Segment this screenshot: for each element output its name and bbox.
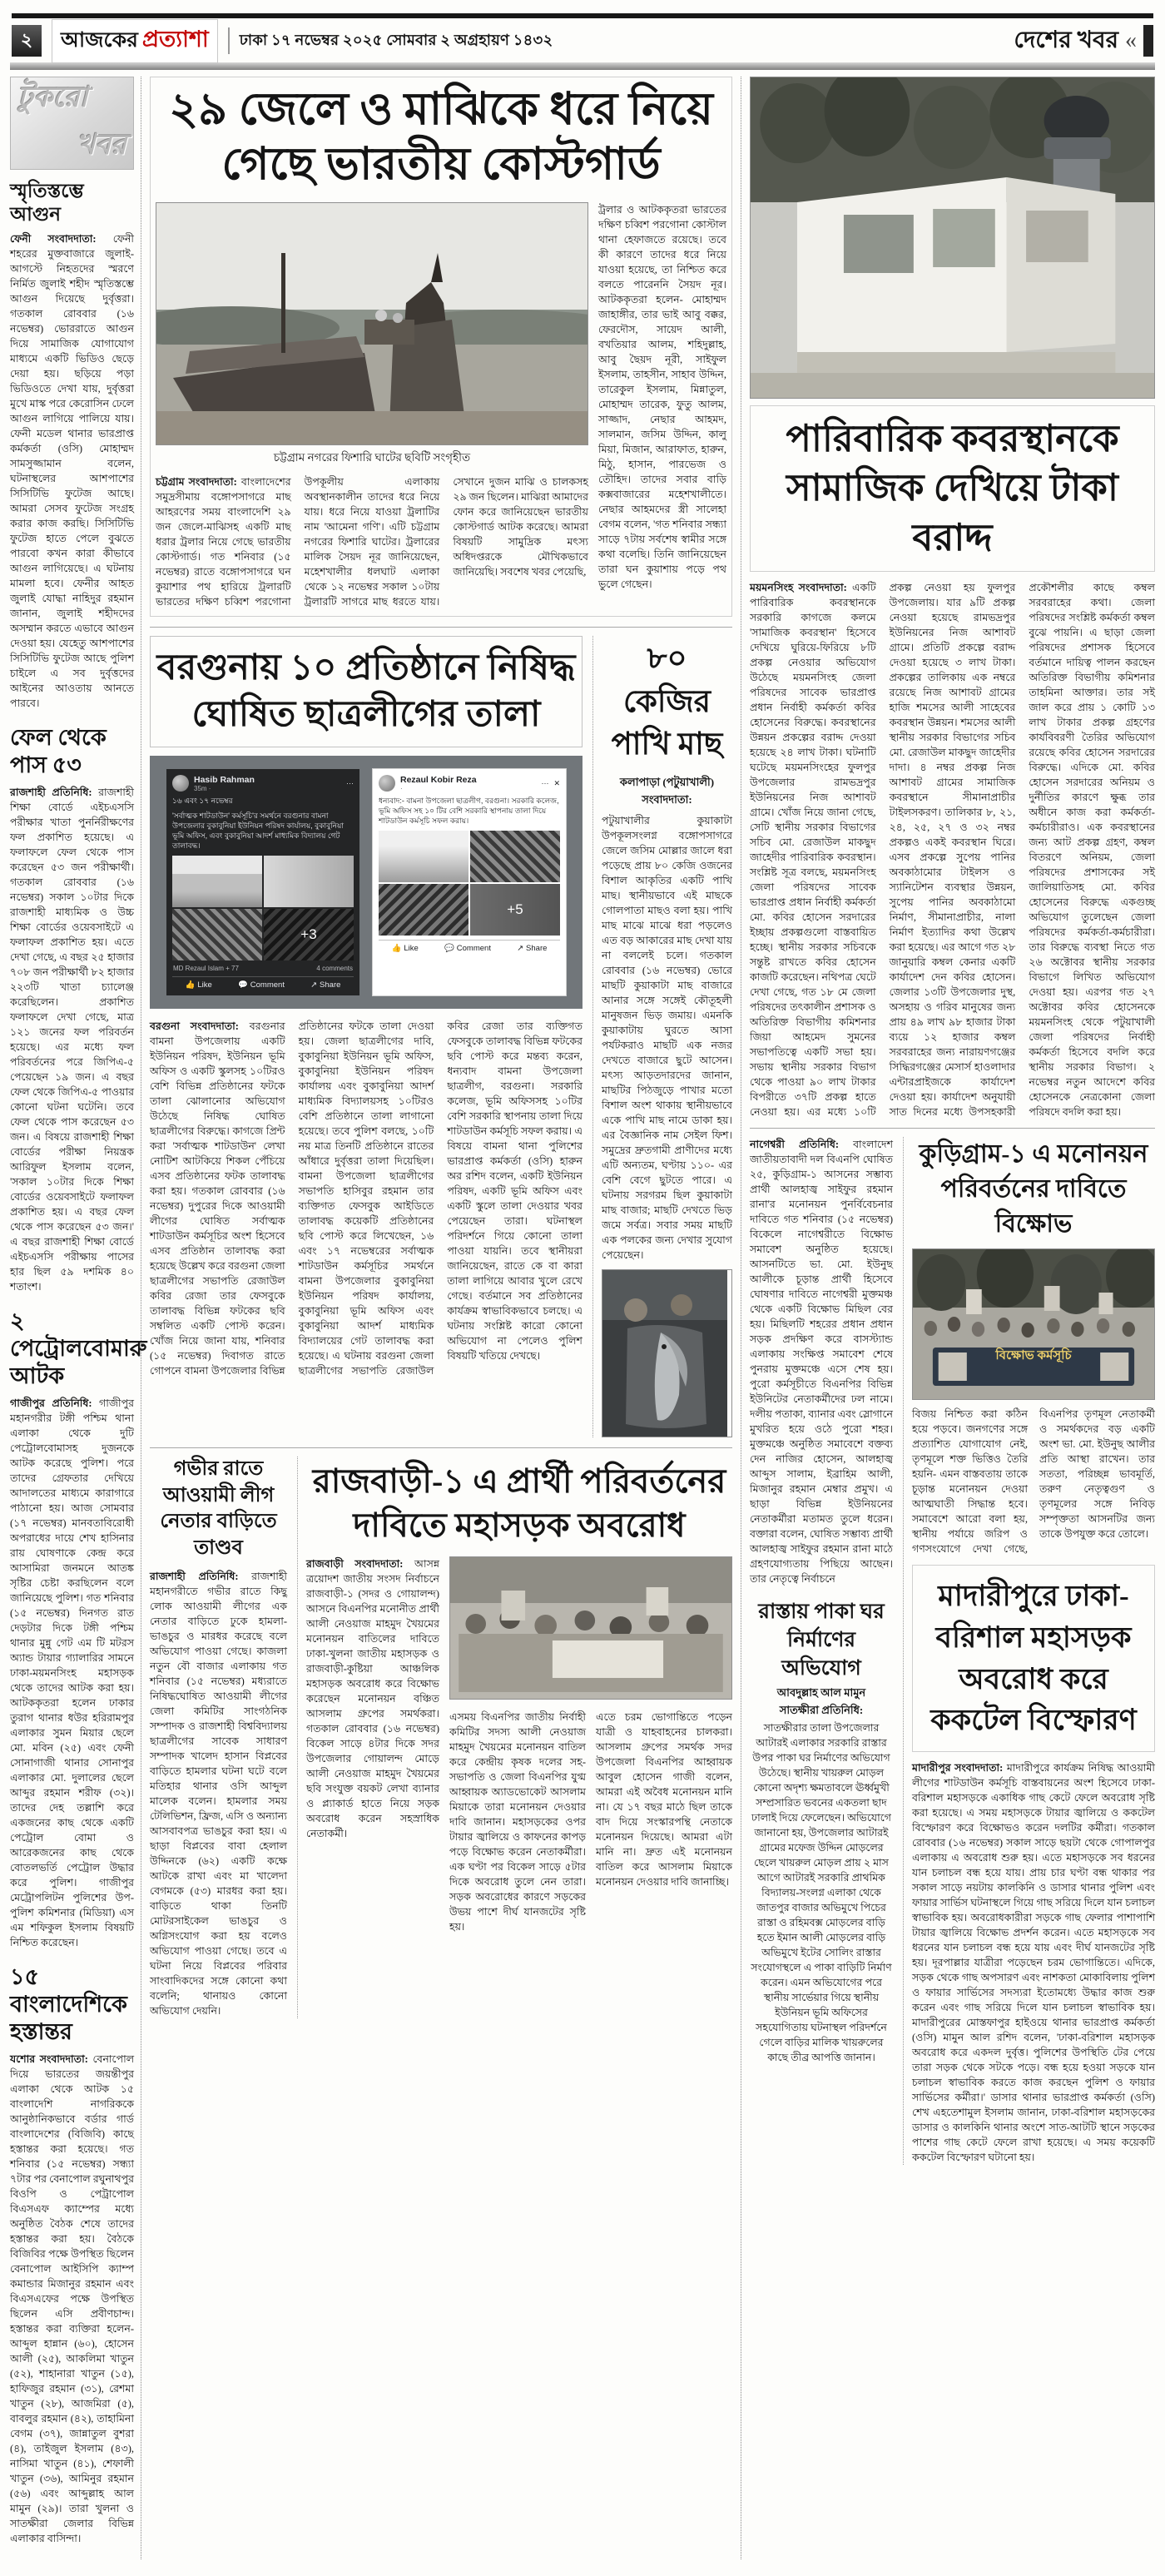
tukro-khobor-line1: টুকরো bbox=[17, 82, 88, 113]
fb-photo[interactable] bbox=[264, 856, 354, 907]
fish-body: পটুয়াখালীর কুয়াকাটা উপকূলসংলগ্ন বঙ্গোপসাগরে জেলে জসিম মোল্লার জালে ধরা পড়েছে প্রায় ৮০ কেজি ওজনের বিশাল আকৃতির একটি পাখি মাছ। স্থানীয়ভাবে এই মাছকে গোলপাতা মাছও বলা হয়। পাখি মাছ মাঝে মাঝে ধরা পড়লেও এত বড় আকারের মাছ দেখা যায় না বললেই চলে। গতকাল রোববার (১৬ নভেম্বর) ভোরে মাছটি কুয়াকাটা মাছ বাজারে আনার সঙ্গে সঙ্গেই কৌতূহলী মানুষজন ভিড় জমায়। এমনকি কুয়াকাটায় ঘুরতে আসা পর্যটকরাও মাছটি এক নজর দেখতে বাজারে ছুটে আসেন। মৎস্য আড়তদারদের জানান, মাছটির পিঠজুড়ে পাখার মতো বিশাল অংশ থাকায় স্থানীয়ভাবে একে পাখি মাছ নামে ডাকা হয়। এর বৈজ্ঞানিক নাম সেইল ফিশ। সমুদ্রের দ্রুতগামী প্রাণীদের মধ্যে এটি অন্যতম, ঘণ্টায় ১১০- এর বেশি বেগে ছুটতে পারে। এ ঘটনায় সরগরম ছিল কুয়াকাটা মাছ বাজার; মাছটি দেখতে ভিড় জমে সর্বত্র। সবার সময় মাছটি এক পলকের জন্য দেখার সুযোগ পেয়েছেন। bbox=[602, 815, 732, 1262]
graveyard-photo bbox=[750, 77, 1155, 399]
rail-article-fire bbox=[10, 180, 134, 711]
like-button[interactable]: 👍 Like bbox=[391, 943, 419, 953]
share-icon: ↗ bbox=[517, 943, 524, 953]
roadhouse-headline: রাস্তায় পাকা ঘর নির্মাণের অভিযোগ bbox=[758, 1601, 885, 1680]
rail-article-headline: ফেল থেকে পাস ৫৩ bbox=[10, 725, 107, 778]
right-region bbox=[741, 77, 1155, 2559]
roadhouse-body: সাতক্ষীরার তালা উপজেলার আটারই এলাকার সরকারি রাস্তার উপর পাকা ঘর নির্মাণের অভিযোগ উঠেছে। স্থানীয় খায়রুল মোড়ল কোনো অদৃশ্য ক্ষমতাবলে ঊর্ধ্বমুখী সম্প্রসারিত ভবনের একতলা ছাদ ঢালাই দিয়ে ফেলেছেন। অভিযোগে জানানো হয়, উপজেলার আটারই গ্রামের মফেজ উদ্দিন মোড়লের ছেলে খায়রুল মোড়ল প্রায় ২ মাস আগে আটারই সরকারি প্রাথমিক বিদ্যালয়-সংলগ্ন এলাকা থেকে জাতপুর বাজার অভিমুখে পিচের রাস্তা ও রহিমবক্স মোড়লের বাড়ি হতে ইমান আলী মোড়লের বাড়ি অভিমুখে ইটের সোলিং রাস্তার সংযোগস্থলে এ পাকা বাড়িটি নির্মাণ করেন। এমন অভিযোগের পরে স্থানীয় সার্ভেয়ার গিয়ে স্থানীয় ইউনিয়ন ভূমি অফিসের সহযোগিতায় ঘটনাস্থল পরিদর্শনে গেলে বাড়ির মালিক খায়রুলের কাছে তীব্র আপত্তি জানান। bbox=[751, 1722, 892, 2064]
rajbari-body-colC: এতে চরম ভোগান্তিতে পড়েন যাত্রী ও যাহবাহনের চালকরা। আসলাম গ্রুপের সমর্থক সদর উপজেলা বিএনপির আহ্বায়ক আবুল হোসেন গাজী বলেন, আমরা এই অবৈধ মনোনয়ন মানি না। যে ১৭ বছর মাঠে ছিল তাকে বাদ দিয়ে সংস্কারপন্থি নেতাকে মনোনয়ন দিয়েছে। আমরা এটা মানি না। দ্রুত এই মনোনয়ন বাতিল করে আসলাম মিয়াকে মনোনয়ন দেওয়ার দাবি জানাচ্ছি। bbox=[596, 1710, 732, 1888]
borguna-body: বরগুনার বামনা উপজেলায় একটি ইউনিয়ন পরিষদ, ইউনিয়ন ভূমি অফিস ও একটি স্কুলসহ ১০টিরও বেশি বিভিন্ন প্রতিষ্ঠানের ফটকে তালা ঝোলানোর অভিযোগ উঠেছে নিষিদ্ধ ঘোষিত ছাত্রলীগের বিরুদ্ধে। কাগজে প্রিন্ট করা 'সর্বাত্মক শাটডাউন' লেখা নোটিশ আটকিয়ে শিকল পেঁচিয়ে এসব প্রতিষ্ঠানের ফটক তালাবদ্ধ করা হয়। গতকাল রোববার (১৬ নভেম্বর) দুপুরের দিকে আওয়ামী লীগের ঘোষিত সর্বাত্মক শাটডাউন কর্মসূচির অংশ হিসেবে এসব প্রতিষ্ঠান তালাবদ্ধ করা হয়েছে উল্লেখ করে বরগুনা জেলা ছাত্রলীগের সভাপতি রেজাউল কবির রেজা তার ফেসবুকে তালাবদ্ধ বিভিন্ন ফটকের ছবি সম্বলিত একটি পোস্ট করেন। খোঁজ নিয়ে জানা যায়, শনিবার (১৫ নভেম্বর) দিবাগত রাতে গোপনে বামনা উপজেলার বিভিন্ন প্রতিষ্ঠানের ফটকে তালা দেওয়া হয়। জেলা ছাত্রলীগের দাবি, বুকাবুনিয়া ইউনিয়ন ভূমি অফিস, বুকাবুনিয়া ইউনিয়ন পরিষদ কার্যালয় এবং বুকাবুনিয়া আদর্শ মাধ্যমিক বিদ্যালয়সহ ১০টিরও বেশি প্রতিষ্ঠানে তালা লাগানো হয়েছে। তবে পুলিশ বলছে, ১০টি নয় মাত্র তিনটি প্রতিষ্ঠানে রাতের আঁধারে দুর্বৃত্তরা তালা দিয়েছিল। বামনা উপজেলা ছাত্রলীগের সভাপতি হাসিবুর রহমান তার ব্যক্তিগত ফেসবুক আইডিতে তালাবদ্ধ কয়েকটি প্রতিষ্ঠানের ছবি পোস্ট করে লিখেছেন, ১৬ এবং ১৭ নভেম্বরের সর্বাত্মক শাটডাউন কর্মসূচির সমর্থনে বামনা উপজেলার বুকাবুনিয়া ইউনিয়ন পরিষদ কার্যালয়, বুকাবুনিয়া ভূমি অফিস এবং বুকাবুনিয়া আদর্শ মাধ্যমিক বিদ্যালয়ের গেট তালাবদ্ধ করা হয়েছে। এ ঘটনায় বরগুনা জেলা ছাত্রলীগের সভাপতি রেজাউল কবির রেজা তার ব্যক্তিগত ফেসবুকে তালাবদ্ধ বিভিন্ন ফটকের ছবি পোস্ট করে মন্তব্য করেন, ধন্যবাদ বামনা উপজেলা ছাত্রলীগ, বরগুনা। সরকারি কলেজ, ভূমি অফিসসহ ১০টির বেশি সরকারি স্থাপনায় তালা দিয়ে শাটডাউন কর্মসূচি সফল করায়। এ বিষয়ে বামনা থানা পুলিশের ভারপ্রাপ্ত কর্মকর্তা (ওসি) হারুন অর রশিদ বলেন, একটি ইউনিয়ন পরিষদ, একটি ভূমি অফিস এবং একটি স্কুলে তালা দেওয়ার খবর পেয়েছেন তারা। ঘটনাস্থল পরিদর্শনে গিয়ে কোনো তালা পাওয়া যায়নি। তবে স্থানীয়রা জানিয়েছেন, রাতে কে বা কারা তালা লাগিয়ে আবার খুলে রেখে গেছে। বর্তমানে সব প্রতিষ্ঠানের কার্যক্রম স্বাভাবিকভাবে চলছে। এ ঘটনায় সংশ্লিষ্ট কারো কোনো অভিযোগ না পেলেও পুলিশ বিষয়টি খতিয়ে দেখছে। bbox=[150, 1020, 582, 1377]
comment-button[interactable]: 💬 Comment bbox=[237, 980, 285, 990]
coastguard-headline: ২৯ জেলে ও মাঝিকে ধরে নিয়ে গেছে ভারতীয় কোস্টগার্ড bbox=[169, 84, 713, 189]
avatar bbox=[172, 775, 189, 792]
masthead-divider bbox=[228, 27, 230, 54]
tandob-headline: গভীর রাতে আওয়ামী লীগ নেতার বাড়িতে তাণ্ডব bbox=[160, 1458, 277, 1560]
madaripur-article bbox=[912, 1565, 1155, 2165]
kurigram-protest-image bbox=[913, 1249, 1154, 1399]
fb-post-text: 'সর্বাত্মক শাটডাউন' কর্মসূচি'র সমর্থনে বরগুনার বামনা উপজেলার বুকাবুনিয়া ইউনিয়ন পরিষদ কার্যালয়, বুকাবুনিয়া ভূমি অফিস, এবং বুকাবুনিয়া আদর্শ মাধ্যমিক বিদ্যালয় গেট তালাবদ্ধ। bbox=[172, 811, 344, 851]
rail-article-lead: গাজীপুর প্রতিনিধি: bbox=[10, 1397, 92, 1409]
masthead-rule bbox=[10, 62, 1155, 70]
rail-article-body: রাজশাহী শিক্ষা বোর্ডে এইচএসসি পরীক্ষার খাতা পুনর্নিরীক্ষণের ফল প্রকাশিত হয়েছে। এ ফলাফলে ফেল থেকে পাস করেছেন ৫৩ জন পরীক্ষার্থী। গতকাল রোববার (১৬ নভেম্বর) সকাল ১০টার দিকে রাজশাহী মাধ্যমিক ও উচ্চ শিক্ষা বোর্ডের ওয়েবসাইটে এ ফলাফল প্রকাশিত হয়। এতে দেখা গেছে, এ বছর ২৫ হাজার ৭০৮ জন পরীক্ষার্থী ৮২ হাজার ২২৩টি খাতা চ্যালেঞ্জ করেছিলেন। প্রকাশিত ফলাফলে দেখা গেছে, মাত্র ১২১ জনের ফল পরিবর্তন হয়েছে। এর মধ্যে ফল পরিবর্তনের পরে জিপিএ-৫ পেয়েছেন ১৯ জন। এ বছর ফেল থেকে জিপিএ-৫ পাওয়ার কোনো ঘটনা ঘটেনি। তবে ফেল থেকে পাস করেছেন ৫৩ জন। এ বিষয়ে রাজশাহী শিক্ষা বোর্ডের পরীক্ষা নিয়ন্ত্রক আরিফুল ইসলাম বলেন, 'সকাল ১০টার দিকে শিক্ষা বোর্ডের ওয়েবসাইটে ফলাফল প্রকাশিত হয়। এ বছর ফেল থেকে পাস করেছেন ৫৩ জন।' এ বছর রাজশাহী শিক্ষা বোর্ডে এইচএসসি পরীক্ষায় পাসের হার ছিল ৫৯ দশমিক ৪০ শতাংশ। bbox=[10, 787, 134, 1293]
section-title: দেশের খবর bbox=[1014, 27, 1118, 53]
fb-post-text: ধন্যবাদ:- বামনা উপজেলা ছাত্রলীগ, বরগুনা। সরকারি কলেজ, ভূমি অফিস সহ ১০ টির বেশি সরকারি স্থাপনায় তালা দিয়ে শাটডাউন কর্মসূচি সফল করায়। bbox=[379, 796, 559, 825]
section-title-wrap bbox=[1014, 22, 1153, 61]
share-button[interactable]: ↗ Share bbox=[517, 943, 548, 953]
more-photos-overlay[interactable]: +3 bbox=[264, 909, 354, 960]
rajbari-body-colA: আসন্ন ত্রয়োদশ জাতীয় সংসদ নির্বাচনে রাজবাড়ী-১ (সদর ও গোয়ালন্দ) আসনে বিএনপির মনোনীত প্রার্থী আলী নেওয়াজ মাহমুদ খৈয়মের মনোনয়ন বাতিলের দাবিতে ঢাকা-খুলনা জাতীয় মহাসড়ক ও রাজবাড়ী-কুষ্টিয়া আঞ্চলিক মহাসড়ক অবরোধ করে বিক্ষোভ করেছেন মনোনয়ন বঞ্চিত আসলাম গ্রুপের সমর্থকরা। গতকাল রোববার (১৬ নভেম্বর) বিকেল সাড়ে ৪টার দিকে সদর উপজেলার গোয়ালন্দ মোড়ে আলী নেওয়াজ মাহমুদ খৈয়মের ছবি সংযুক্ত বয়কট লেখা ব্যানার ও প্ল্যাকার্ড হাতে নিয়ে সড়ক অবরোধ করেন সহস্রাধিক নেতাকর্মী। bbox=[306, 1557, 439, 1839]
fb-post-meta: · bbox=[400, 784, 403, 792]
like-button[interactable]: 👍 Like bbox=[185, 980, 212, 990]
section-pointer-icon: « bbox=[1125, 27, 1137, 53]
fb-photo[interactable] bbox=[172, 909, 262, 960]
fb-comment-count[interactable]: 4 comments bbox=[316, 965, 353, 973]
facebook-screenshots bbox=[150, 756, 582, 1010]
rail-article-headline: ১৫ বাংলাদেশিকে হস্তান্তর bbox=[10, 1963, 127, 2044]
borguna-article bbox=[150, 636, 582, 1437]
fb-photo-grid[interactable] bbox=[172, 856, 354, 960]
masthead bbox=[10, 22, 1155, 60]
rajbari-article bbox=[297, 1457, 732, 2018]
rajbari-lead: রাজবাড়ী সংবাদদাতা: bbox=[306, 1557, 404, 1570]
fish-byline: কলাপাড়া (পটুয়াখালী) সংবাদদাতা: bbox=[619, 776, 715, 807]
rail-article-lead: রাজশাহী প্রতিনিধি: bbox=[10, 787, 92, 799]
comment-button[interactable]: 💬 Comment bbox=[444, 943, 491, 953]
madaripur-lead: মাদারীপুর সংবাদদাতা: bbox=[912, 1761, 1004, 1774]
fb-author[interactable]: Hasib Rahman bbox=[194, 774, 255, 785]
graveyard-photo-image bbox=[751, 77, 1154, 398]
kurigram-protest-photo bbox=[912, 1248, 1155, 1400]
avatar bbox=[379, 775, 395, 792]
close-icon[interactable]: ✕ bbox=[553, 778, 560, 787]
graveyard-lead: ময়মনসিংহ সংবাদদাতা: bbox=[750, 582, 847, 594]
tukro-khobor-line2: খবর bbox=[77, 130, 126, 161]
fish-photo-image bbox=[602, 1270, 727, 1437]
fb-author[interactable]: Rezaul Kobir Reza bbox=[400, 774, 477, 785]
rail-article-body: বেনাপোল দিয়ে ভারতের জয়ন্তীপুর এলাকা থেকে আটক ১৫ বাংলাদেশি নাগরিককে আনুষ্ঠানিকভাবে বর্ডার গার্ড বাংলাদেশের (বিজিবি) কাছে হস্তান্তর করা হয়েছে। গত শনিবার (১৫ নভেম্বর) সন্ধ্যা ৭টার পর বেনাপোল রঘুনাথপুর বিওপি ও পেট্রাপোল বিএসএফ ক্যাম্পের মধ্যে অনুষ্ঠিত বৈঠক শেষে তাদের হস্তান্তর করা হয়। বৈঠকে বিজিবির পক্ষে উপস্থিত ছিলেন বেনাপোল আইসিপি ক্যাম্প কমান্ডার মিজানুর রহমান এবং বিএসএফের পক্ষে উপস্থিত ছিলেন এসি প্রবীণচান্দ। হস্তান্তর করা ব্যক্তিরা হলেন- আব্দুল হান্নান (৬০), হোসেন আলী (২৫), আকলিমা খাতুন (৫২), শাহানারা খাতুন (১৫), হাফিজুর রহমান (৩১), রেশমা খাতুন (২৮), আজমিরা (৫), বাবলুর রহমান (৪২), তাহামিনা বেগম (৩৭), জান্নাতুল বুশরা (৪), তাইজুল ইসলাম (৪৩), নাসিমা খাতুন (৪১), শেফালী খাতুন (৩৬), আমিনুর রহমান (৫৬) এবং আব্দুল্লাহ আল মামুন (২৯)। তারা খুলনা ও সাতক্ষীরা জেলার বিভিন্ন এলাকার বাসিন্দা। bbox=[10, 2052, 135, 2544]
fb-photo-grid[interactable] bbox=[379, 831, 560, 936]
kurigram-body: বিজয় নিশ্চিত করা কঠিন হয়ে পড়বে। জনগণের সঙ্গে প্রত্যাশিত যোগাযোগ নেই, তৃণমূলে শক্ত ভিত্তিও তৈরি হয়নি- এমন বাস্তবতায় তাকে চূড়ান্ত মনোনয়ন দেওয়া আত্মঘাতী সিদ্ধান্ত হবে। সমাবেশে আরো বলা হয়, স্থানীয় পর্যায়ে জরিপ ও গণসংযোগে দেখা গেছে, বিএনপির তৃণমূল নেতাকর্মী ও সমর্থকদের বড় একটি অংশ ভা. মো. ইউনুছ আলীর প্রতি আস্থা রাখেন। তার সততা, পরিচ্ছন্ন ভাবমূর্তি, তরুণ নেতৃত্বগুণ ও তৃণমূলের সঙ্গে নিবিড় সম্পৃক্ততা আসনটির জন্য তাকে উপযুক্ত করে তোলে। bbox=[912, 1408, 1155, 1556]
logo-suffix: প্রত্যাশা bbox=[141, 26, 209, 52]
kurigram-intro: নাগেশ্বরী প্রতিনিধি: বাংলাদেশ জাতীয়তাবাদী দল বিএনপি ঘোষিত ২৫, কুড়িগ্রাম-১ আসনের সম্ভাব্য প্রার্থী আলহাজ্ব সাইফুর রহমান রানা'র মনোনয়ন পুনর্বিবেচনার দাবিতে গত শনিবার (১৫ নভেম্বর) বিকেলে নাগেশ্বরীতে বিক্ষোভ সমাবেশ অনুষ্ঠিত হয়েছে। আসনটিতে ভা. মো. ইউনুছ আলীকে চূড়ান্ত প্রার্থী হিসেবে ঘোষণার দাবিতে নাগেশ্বরী মুক্তমঞ্চ থেকে একটি বিক্ষোভ মিছিল বের হয়। মিছিলটি শহরের প্রধান প্রধান সড়ক প্রদক্ষিণ করে বাসস্ট্যান্ড এলাকায় সংক্ষিপ্ত সমাবেশ শেষে পুনরায় মুক্তমঞ্চে এসে শেষ হয়। পুরো কর্মসূচীতে বিএনপির বিভিন্ন ইউনিটের নেতাকর্মীদের ঢল নামে। দলীয় পতাকা, ব্যানার এবং স্লোগানে মুখরিত হয়ে ওঠে পুরো শহর। মুক্তমঞ্চে অনুষ্ঠিত সমাবেশে বক্তব্য দেন নাজির হোসেন, আলহাজ্ব আব্দুস সালাম, ইব্রাহিম আলী, মিজানুর রহমান মেম্বার প্রমুখ। এ ছাড়া বিভিন্ন ইউনিয়নের নেতাকর্মীরা মতামত তুলে ধরেন। বক্তারা বলেন, ঘোষিত সম্ভাব্য প্রার্থী আলহাজ্ব সাইফুর রহমান রানা মাঠে গ্রহণযোগ্যতায় পিছিয়ে আছেন। তার নেতৃত্বে নির্বাচনে bbox=[750, 1139, 893, 1586]
rail-article-pass bbox=[10, 724, 134, 1294]
borguna-lead: বরগুনা সংবাদদাতা: bbox=[150, 1020, 239, 1033]
rail-article-body: গাজীপুর মহানগরীর টঙ্গী পশ্চিম থানা এলাকা থেকে দুটি পেট্রোলবোমাসহ দুজনকে আটক করেছে পুলিশ। পরে তাদের গ্রেফতার দেখিয়ে আদালতের মাধ্যমে কারাগারে পাঠানো হয়। আজ সোমবার (১৭ নভেম্বর) মানবতাবিরোধী অপরাধের দায়ে শেখ হাসিনার রায় ঘোষণাকে কেন্দ্র করে আসামিরা জনমনে আতঙ্ক সৃষ্টির চেষ্টা করছিলেন বলে জানিয়েছে পুলিশ। গত শনিবার (১৫ নভেম্বর) দিনগত রাত দেড়টার দিকে টঙ্গী পশ্চিম থানার মুন্নু গেট এম টি মটরস অ্যান্ড টায়ার গ্যালারির সামনে ঢাকা-ময়মনসিংহ মহাসড়ক থেকে তাদের আটক করা হয়। আটককৃতরা হলেন ঢাকার তুরাগ থানার ধউর হরিরামপুর এলাকার সুমন মিয়ার ছেলে মো. মবিন (২৫) এবং ফেনী সোনাগাজী থানার সোনাপুর এলাকার মো. দুলালের ছেলে আব্দুর রহমান শরীফ (৩২)। তাদের দেহ তল্লাশি করে একজনের কাছ থেকে একটি পেট্রোল বোমা ও আরেকজনের কাছ থেকে বোতলভর্তি পেট্রোল উদ্ধার করে পুলিশ। গাজীপুর মেট্রোপলিটন পুলিশের উপ-পুলিশ কমিশনার (মিডিয়া) এস এম শফিকুল ইসলাম বিষয়টি নিশ্চিত করেছেন। bbox=[10, 1397, 134, 1948]
fish-photo bbox=[602, 1269, 732, 1437]
fish-article bbox=[592, 636, 732, 1437]
left-rail bbox=[10, 77, 147, 2559]
dateline: ঢাকা ১৭ নভেম্বর ২০২৫ সোমবার ২ অগ্রহায়ণ ১৪৩২ bbox=[239, 31, 553, 48]
coastguard-body-col4: ট্রলার ও আটককৃতরা ভারতের দক্ষিণ চব্বিশ পরগোনা কোস্টাল থানা হেফাজতে রয়েছে। তবে কী কারণে তাদের ধরে নিয়ে যাওয়া হয়েছে, তা নিশ্চিত করে বলতে পারেননি সৈয়দ নূর। আটককৃতরা হলেন- মোহাম্মদ জাহাঙ্গীর, তার ভাই আবু বক্কর, ফেরদৌস, সায়েদ আলী, বখতিয়ার আলম, শহিদুল্লাহ, আবু ছৈয়দ নূরী, সাইফুল ইসলাম, তাহসীন, সাহাব উদ্দিন, তারেকুল ইসলাম, মিন্নাতুল, মোহাম্মদ তারেক, ফুতু আলম, সাজ্জাদ, নেছার আহমদ, সালমান, জসিম উদ্দিন, কালু মিয়া, মিজান, আরাফাত, হারুন, মিঠু, হাসান, পারভেজ ও তৌহিদ। তাদের সবার বাড়ি কক্সবাজারের মহেশখালীতে। নেছার আহমদের স্ত্রী সালেহা বেগম বলেন, 'গত শনিবার সন্ধ্যা সাড়ে ৭টায় সর্বশেষ স্বামীর সঙ্গে কথা বলেছি। তিনি জানিয়েছেন তারা ঘন কুয়াশায় পড়ে পথ ভুলে গেছেন। bbox=[598, 203, 726, 590]
comment-icon: 💬 bbox=[444, 943, 454, 953]
fb-photo[interactable] bbox=[379, 884, 468, 936]
rail-article-lead: ফেনী সংবাদদাতা: bbox=[10, 233, 97, 246]
more-options-icon[interactable]: ··· bbox=[541, 779, 549, 788]
graveyard-headline: পারিবারিক কবরস্থানকে সামাজিক দেখিয়ে টাকা বরাদ্দ bbox=[750, 405, 1155, 572]
boats-photo-caption: চট্টগ্রাম নগরের ফিশারি ঘাটের ছবিটি সংগৃহীত bbox=[273, 450, 471, 464]
share-icon: ↗ bbox=[310, 980, 318, 990]
fb-photo[interactable] bbox=[470, 884, 560, 936]
rajbari-protest-photo bbox=[449, 1556, 732, 1700]
roadhouse-byline: আবদুল্লাহ আল মামুন সাতক্ষীরা প্রতিনিধি: bbox=[776, 1686, 866, 1717]
rajbari-headline: রাজবাড়ী-১ এ প্রার্থী পরিবর্তনের দাবিতে মহাসড়ক অবরোধ bbox=[312, 1462, 726, 1544]
edge-block bbox=[1143, 25, 1153, 57]
boats-photo-image bbox=[156, 203, 587, 444]
fb-post-hasib bbox=[166, 769, 359, 996]
fb-post-date: ১৬ এবং ১৭ নভেম্বর bbox=[172, 796, 233, 805]
tandob-article bbox=[150, 1457, 287, 2018]
newspaper-logo bbox=[52, 19, 218, 63]
fb-photo[interactable] bbox=[264, 909, 354, 960]
graveyard-article bbox=[750, 405, 1155, 1119]
tandob-lead: রাজশাহী প্রতিনিধি: bbox=[150, 1570, 239, 1582]
more-photos-overlay[interactable]: +5 bbox=[470, 884, 560, 936]
fb-post-meta: 35m · bbox=[194, 784, 211, 792]
share-button[interactable]: ↗ Share bbox=[310, 980, 341, 990]
rajbari-body-colB: এসময় বিএনপির জাতীয় নির্বাহী কমিটির সদস্য আলী নেওয়াজ মাহমুদ খৈয়মের মনোনয়ন বাতিল করে কেন্দ্রীয় কৃষক দলের সহ-সভাপতি ও জেলা বিএনপির যুগ্ম আহ্বায়ক অ্যাডভোকেট আসলাম মিয়াকে তারা মনোনয়ন দেওয়ার দাবি জানান। মহাসড়কের ওপর টায়ার জ্বালিয়ে ও কাফনের কাপড় পড়ে বিক্ষোভ করেন নেতাকর্মীরা। এক ঘণ্টা পর বিকেল সাড়ে ৫টার দিকে অবরোধ তুলে নেন তারা। সড়ক অবরোধের কারণে সড়কের উভয় পাশে দীর্ঘ যানজটের সৃষ্টি হয়। bbox=[449, 1710, 586, 1933]
roadhouse-article bbox=[750, 1598, 893, 2065]
rail-article-lead: যশোর সংবাদদাতা: bbox=[10, 2052, 88, 2065]
fb-reactions[interactable]: MD Rezaul Islam + 77 bbox=[173, 965, 239, 973]
graveyard-body: একটি পারিবারিক কবরস্থানকে সরকারি কাগজে কলমে 'সামাজিক কবরস্থান' হিসেবে দেখিয়ে ঘুরিয়ে-ফিরিয়ে ৮টি প্রকল্প নেওয়ার অভিযোগ উঠেছে ময়মনসিংহ জেলা পরিষদের সাবেক ভারপ্রাপ্ত প্রধান নির্বাহী কর্মকর্তা কবির হোসেনের বিরুদ্ধে। কবরস্থানের উন্নয়ন প্রকল্পের বরাদ্দ দেওয়া হয়েছে ২৪ লাখ টাকা। ঘটনাটি ঘটেছে ময়মনসিংহের ফুলপুর উপজেলার রামভদ্রপুর ইউনিয়নের নিজ আশাবট গ্রামে। খোঁজ নিয়ে জানা গেছে, সেটি স্থানীয় সরকার বিভাগের সচিব মো. রেজাউল মাকছুদ জাহেদীর পারিবারিক কবরস্থান। সংশ্লিষ্ট সূত্র বলছে, ময়মনসিংহ জেলা পরিষদের সাবেক ভারপ্রাপ্ত প্রধান নির্বাহী কর্মকর্তা মো. কবির হোসেন সরদারের ইচ্ছায় প্রকল্পগুলো বাস্তবায়িত হচ্ছে। স্থানীয় সরকার সচিবকে সন্তুষ্ট রাখতে কবির হোসেন কাজটি করেছেন। নথিপত্র ঘেটে দেখা গেছে, গত ১৮ মে জেলা পরিষদের তৎকালীন প্রশাসক ও অতিরিক্ত বিভাগীয় কমিশনার জিয়া আহমেদ সুমনের সভাপতিত্বে একটি সভা হয়। সভায় স্থানীয় সরকার বিভাগ থেকে পাওয়া ৯০ লাখ টাকার বিপরীতে ৩৭টি প্রকল্প হাতে নেওয়া হয়। এর মধ্যে ১০টি প্রকল্প নেওয়া হয় ফুলপুর উপজেলায়। যার ৯টি প্রকল্প নেওয়া হয়েছে রামভদ্রপুর ইউনিয়নের নিজ আশাবট গ্রামে। প্রতিটি প্রকল্পে বরাদ্দ দেওয়া হয়েছে ৩ লাখ টাকা। প্রকল্পের তালিকায় এক নম্বরে রয়েছে নিজ আশাবট গ্রামের হাজি শমসের আলী সাহেবের কবরস্থান উন্নয়ন। শমসের আলী স্থানীয় সরকার বিভাগের সচিব মো. রেজাউল মাকছুদ জাহেদীর দাদা। ৪ নম্বর প্রকল্প নিজ আশাবট গ্রামের সামাজিক কবরস্থানে সীমানাপ্রাচীর টাইলসকরণ। তালিকার ৮, ২১, ২৪, ২৫, ২৭ ও ৩২ নম্বর প্রকল্পও একই কবরস্থান ঘিরে। এসব প্রকল্পে সুপেয় পানির অবকাঠামোর টাইলস ও স্যানিটেশন ব্যবস্থার উন্নয়ন, সুপেয় পানির অবকাঠামো নির্মাণ, সীমানাপ্রাচীর, নালা নির্মাণ ইত্যাদির কথা উল্লেখ করা হয়েছে। এর আগে গত ২৮ জানুয়ারি কম্বল কেনার একটি কার্যাদেশ দেন কবির হোসেন। জেলার ১৩টি উপজেলার দুস্থ, অসহায় ও গরিব মানুষের জন্য প্রায় ৪৯ লাখ ৯৮ হাজার টাকা ব্যয়ে ১২ হাজার কম্বল সরবরাহের জন্য নারায়ণগঞ্জের সিদ্ধিরগঞ্জের মেসার্স হাওলাদার এন্টারপ্রাইজকে কার্যাদেশ দেওয়া হয়। কার্যাদেশ অনুযায়ী সাত দিনের মধ্যে উপসহকারী প্রকৌশলীর কাছে কম্বল সরবরাহের কথা। জেলা পরিষদের সংশ্লিষ্ট কর্মকর্তা কম্বল বুঝে পায়নি। এ ছাড়া জেলা পরিষদের প্রশাসক হিসেবে বর্তমানে দায়িত্ব পালন করছেন অতিরিক্ত বিভাগীয় কমিশনার তাহমিনা আক্তার। তার সই জাল করে প্রায় ১ কোটি ১৩ লাখ টাকার প্রকল্প গ্রহণের কার্যবিবরণী তৈরির অভিযোগ রয়েছে কবির হোসেন সরদারের বিরুদ্ধে। এদিকে মো. কবির হোসেন সরদারের অনিয়ম ও দুর্নীতির কারণে ক্ষুব্ধ তার অধীনে কাজ করা কর্মকর্তা-কর্মচারীরাও। এক কবরস্থানের জন্য আট প্রকল্প গ্রহণ, কম্বল বিতরণে অনিয়ম, জেলা পরিষদের প্রশাসকের সই জালিয়াতিসহ মো. কবির হোসেনের বিরুদ্ধে একগুচ্ছ অভিযোগ তুলেছেন জেলা পরিষদের কর্মকর্তা-কর্মচারীরা। তার বিরুদ্ধে ব্যবস্থা নিতে গত ২৬ অক্টোবর স্থানীয় সরকার বিভাগে লিখিত অভিযোগ দেওয়া হয়। এরপর গত ২৭ অক্টোবর কবির হোসেনকে ময়মনসিংহ থেকে পটুয়াখালী জেলা পরিষদের নির্বাহী কর্মকর্তা হিসেবে বদলি করে স্থানীয় সরকার বিভাগ। ২ নভেম্বর নতুন আদেশে কবির হোসেনকে নেত্রকোনা জেলা পরিষদে বদলি করা হয়। bbox=[750, 582, 1155, 1119]
more-options-icon[interactable]: ··· bbox=[346, 779, 354, 788]
page-number: ২ bbox=[12, 25, 42, 57]
fb-photo[interactable] bbox=[379, 831, 468, 882]
kurigram-headline: কুড়িগ্রাম-১ এ মনোনয়ন পরিবর্তনের দাবিতে বিক্ষোভ bbox=[919, 1140, 1148, 1238]
rail-article-handover bbox=[10, 1963, 134, 2546]
tukro-khobor-logo bbox=[10, 77, 134, 170]
logo-prefix: আজকের bbox=[61, 28, 138, 52]
like-icon: 👍 bbox=[185, 980, 196, 990]
rail-article-headline: ২ পেট্রোলবোমারু আটক bbox=[10, 1308, 147, 1388]
middle-region bbox=[150, 77, 732, 2559]
kurigram-article bbox=[912, 1137, 1155, 1556]
madaripur-body: মাদারীপুরে কার্যক্রম নিষিদ্ধ আওয়ামী লীগের শাটডাউন কর্মসূচি বাস্তবায়নের অংশ হিসেবে ঢাকা-বরিশাল মহাসড়কে একাধিক গাছ কেটে ফেলে অবরোধ সৃষ্টি করা হয়েছে। এ সময় মহাসড়কে টায়ার জ্বালিয়ে ও ককটেল বিস্ফোরণ করে বিক্ষোভও করেন দলটির কর্মীরা। গতকাল রোববার (১৬ নভেম্বর) সকাল সাড়ে ছয়টা থেকে গোপালপুর এলাকায় এ অবরোধ শুরু হয়। এতে মহাসড়কে সব ধরনের যান চলাচল বন্ধ হয়ে যায়। প্রায় চার ঘণ্টা বন্ধ থাকার পর সকাল সাড়ে নয়টায় কালকিনি ও ডাসার থানার পুলিশ এবং ফায়ার সার্ভিস ঘটনাস্থলে গিয়ে গাছ সরিয়ে দিলে যান চলাচল স্বাভাবিক হয়। অবরোধকারীরা সড়কে গাছ ফেলার পাশাপাশি টায়ার জ্বালিয়ে বিক্ষোভ প্রদর্শন করেন। এতে মহাসড়কে সব ধরনের যান চলাচল বন্ধ হয়ে যায় এবং দীর্ঘ যানজটের সৃষ্টি হয়। দূরপাল্লার যাত্রীরা পড়েছেন চরম ভোগান্তিতে। এদিকে, সড়ক থেকে গাছ অপসারণ এবং নাশকতা মোকাবিলায় পুলিশ ও ফায়ার সার্ভিসের সদস্যরা ইতোমধ্যে উদ্ধার কাজ শুরু করেন এবং গাছ সরিয়ে দিলে যান চলাচল স্বাভাবিক হয়। মাদারীপুরের মোস্তফাপুর হাইওয়ে থানার ভারপ্রাপ্ত কর্মকর্তা (ওসি) মামুন আল রশিদ বলেন, 'ঢাকা-বরিশাল মহাসড়ক অবরোধ করে একদল দুর্বৃত্ত। পুলিশের উপস্থিতি টের পেয়ে তারা সড়ক থেকে সটকে পড়ে। বন্ধ হয়ে হওয়া সড়কে যান চলাচল স্বাভাবিক করতে কাজ করছেন পুলিশ ও ফায়ার সার্ভিসের কর্মীরা।' ডাসার থানার ভারপ্রাপ্ত কর্মকর্তা (ওসি) শেখ এহতেশামুল ইসলাম জানান, ঢাকা-বরিশাল মহাসড়কের ডাসার ও কালকিনি থানার অংশে সাত-আটটি স্থানে সড়কের পাশের গাছ কেটে ফেলে রাখা হয়েছে। এ সময় কয়েকটি ককটেল বিস্ফোরণ ঘটানো হয়। bbox=[912, 1761, 1155, 2163]
borguna-headline: বরগুনায় ১০ প্রতিষ্ঠানে নিষিদ্ধ ঘোষিত ছাত্রলীগের তালা bbox=[150, 636, 582, 747]
fb-post-rezaul bbox=[373, 769, 566, 996]
rail-article-petrol bbox=[10, 1308, 147, 1950]
coastguard-body: বাংলাদেশের সমুদ্রসীমায় বঙ্গোপসাগরে মাছ আহরণের সময় বাংলাদেশি ২৯ জন জেলে-মাঝিসহ একটি মাছ ধরার ট্রলার নিয়ে গেছে ভারতীয় কোস্টগার্ড। গত শনিবার (১৫ নভেম্বর) রাতে বঙ্গোপসাগরে ঘন কুয়াশার পথ হারিয়ে ট্রলারটি ভারতের দক্ষিণ চব্বিশ পরগোনা উপকূলীয় এলাকায় অবস্থানকালীন তাদের ধরে নিয়ে যায়। ধরে নিয়ে যাওয়া ট্রলাটির নাম 'আমেনা গণি'। এটি চট্টগ্রাম নগরের ফিশারি ঘাটের। ট্রলারের মালিক সৈয়দ নূর জানিয়েছেন, মহেশখালীর ধলঘাট এলাকা থেকে ১২ নভেম্বর সকাল ১০টায় ট্রলারটি সাগরে মাছ ধরতে যায়। সেখানে দুজন মাঝি ও চালকসহ ২৯ জন ছিলেন। মাঝিরা আমাদের ফোন করে জানিয়েছেন ভারতীয় কোস্টগার্ড আটক করেছে। আমরা বিষয়টি সামুদ্রিক মৎস্য অধিদপ্তরকে মৌখিকভাবে জানিয়েছি। সবশেষ খবর পেয়েছি, bbox=[156, 475, 588, 608]
boats-photo bbox=[156, 202, 588, 445]
top-rule bbox=[12, 13, 1153, 18]
rajbari-protest-image bbox=[450, 1557, 731, 1699]
fb-photo[interactable] bbox=[172, 856, 262, 907]
rail-article-headline: স্মৃতিস্তম্ভে আগুন bbox=[10, 181, 84, 225]
comment-icon: 💬 bbox=[237, 980, 248, 990]
coastguard-lead: চট্টগ্রাম সংবাদদাতা: bbox=[156, 475, 237, 488]
rail-article-body: ফেনী শহরের মুক্তবাজারে জুলাই-আগস্টে নিহতদের স্মরণে নির্মিত জুলাই শহীদ স্মৃতিস্তম্ভে আগুন দিয়েছে দুর্বৃত্তরা। গতকাল রোববার (১৬ নভেম্বর) ভোররাতে আগুন দিয়ে সামাজিক যোগাযোগ মাধ্যমে একটি ভিডিও ছেড়ে দেয়া হয়। ছড়িয়ে পড়া ভিডিওতে দেখা যায়, দুর্বৃত্তরা মুখে মাস্ক পরে কেরোসিন ঢেলে আগুন লাগিয়ে পালিয়ে যায়। ফেনী মডেল থানার ভারপ্রাপ্ত কর্মকর্তা (ওসি) মোহাম্মদ সামসুজ্জামান বলেন, ঘটনাস্থলের আশপাশের সিসিটিভি ফুটেজ আছে। আমরা সেসব ফুটেজ সংগ্রহ করার কাজ করছি। সিসিটিভি ফুটেজ হাতে পেলে বুঝতে পারবো কখন কারা কীভাবে আগুন লাগিয়েছে। এ ঘটনায় মামলা হবে। ফেনীর আহত জুলাই যোদ্ধা নাহিদুর রহমান জানান, জুলাই শহীদদের অসম্মান করতে এভাবে আগুন দেওয়া হয়। যেহেতু আশপাশের সিসিটিভি ফুটেজ আছে পুলিশ চাইলে এ সব দুর্বৃত্তদের আইনের আওতায় আনতে পারবে। bbox=[10, 233, 135, 710]
coastguard-article bbox=[150, 77, 732, 617]
fb-photo[interactable] bbox=[470, 831, 560, 882]
madaripur-headline: মাদারীপুরে ঢাকা-বরিশাল মহাসড়ক অবরোধ করে ককটেল বিস্ফোরণ bbox=[912, 1565, 1155, 1752]
like-icon: 👍 bbox=[391, 943, 402, 953]
fish-headline: ৮০ কেজির পাখি মাছ bbox=[611, 641, 723, 762]
tandob-body: রাজশাহী মহানগরীতে গভীর রাতে কিছু লোক আওয়ামী লীগের এক নেতার বাড়িতে ঢুকে হামলা-ভাঙচুর ও মারধর করেছে বলে অভিযোগ পাওয়া গেছে। কাজলা নতুন বৌ বাজার এলাকায় গত শনিবার (১৫ নভেম্বর) মধ্যরাতে নিষিদ্ধঘোষিত আওয়ামী লীগের জেলা কমিটির সাংগঠনিক সম্পাদক ও রাজশাহী বিশ্ববিদ্যালয় ছাত্রলীগের সাবেক সাধারণ সম্পাদক খালেদ হাসান বিপ্লবের বাড়িতে হামলার ঘটনা ঘটে বলে মতিহার থানার ওসি আব্দুল মালেক বলেন। হামলার সময় টেলিভিশন, ফ্রিজ, এসি ও অন্যান্য আসবাবপত্র ভাঙচুর করা হয়। এ ছাড়া বিপ্লবের বাবা হেলাল উদ্দিনকে (৬২) একটি কক্ষে আটকে রাখা এবং মা খালেদা বেগমকে (৫৩) মারধর করা হয়। বাড়িতে থাকা তিনটি মোটরসাইকেল ভাঙচুর ও অগ্নিসংযোগ করা হয় বলেও অভিযোগ পাওয়া গেছে। তবে এ ঘটনা নিয়ে বিপ্লবের পরিবার সাংবাদিকদের সঙ্গে কোনো কথা বলেনি; থানায়ও কোনো অভিযোগ দেয়নি। bbox=[150, 1570, 287, 2017]
